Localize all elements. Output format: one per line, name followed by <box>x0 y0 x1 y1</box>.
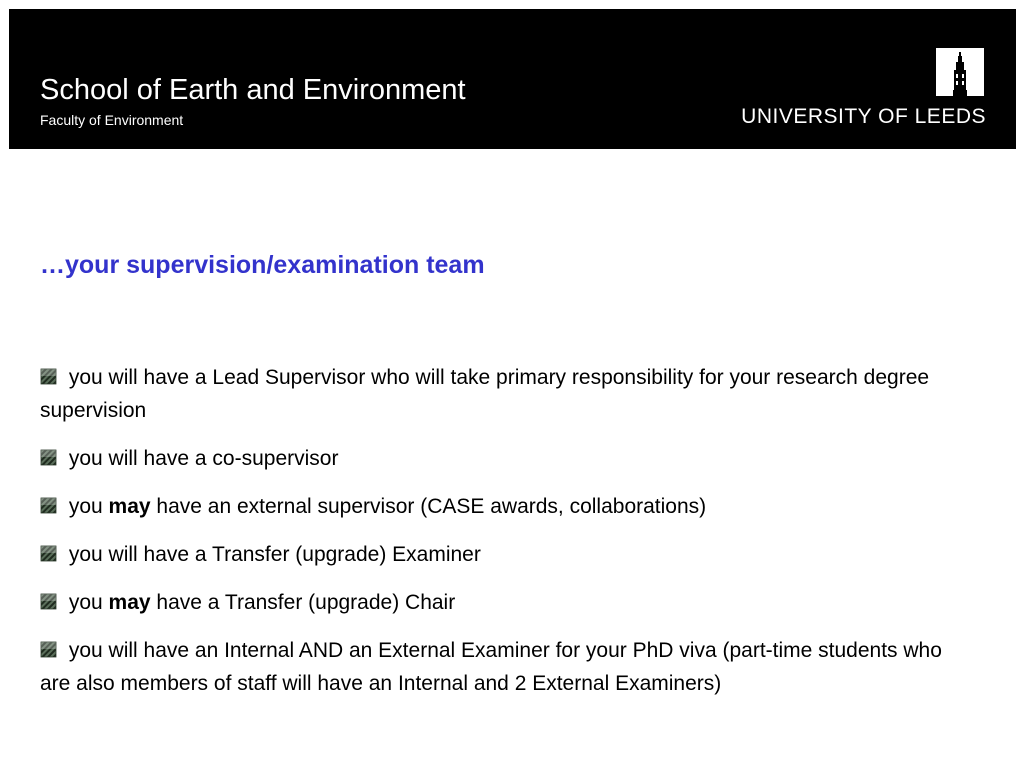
parkinson-tower-logo-icon <box>936 48 984 96</box>
slide-header <box>9 9 1016 149</box>
list-item <box>40 634 970 700</box>
list-item <box>40 442 970 475</box>
bullet-emphasis: may <box>108 495 151 518</box>
list-item <box>40 490 970 523</box>
textured-square-bullet-icon <box>40 641 57 658</box>
textured-square-bullet-icon <box>40 497 57 514</box>
bullet-text-prefix: you <box>63 591 109 614</box>
university-name: UNIVERSITY OF LEEDS <box>741 105 986 128</box>
bullet-text-prefix: you <box>63 495 109 518</box>
school-title: School of Earth and Environment <box>40 74 466 106</box>
textured-square-bullet-icon <box>40 449 57 466</box>
bullet-text: you will have a co-supervisor <box>63 447 339 470</box>
bullet-list <box>40 361 970 715</box>
bullet-emphasis: may <box>108 591 151 614</box>
list-item <box>40 538 970 571</box>
list-item <box>40 361 970 427</box>
slide-heading: …your supervision/examination team <box>40 251 485 279</box>
bullet-text-suffix: have an external supervisor (CASE awards, collaborations) <box>150 495 707 518</box>
textured-square-bullet-icon <box>40 368 57 385</box>
textured-square-bullet-icon <box>40 545 57 562</box>
bullet-text: you will have an Internal AND an External Examiner for your PhD viva (part-time students who are also members of staff will have an Internal and 2 External Examiners) <box>40 639 942 695</box>
faculty-subtitle: Faculty of Environment <box>40 112 184 128</box>
bullet-text-suffix: have a Transfer (upgrade) Chair <box>150 591 456 614</box>
bullet-text: you will have a Lead Supervisor who will take primary responsibility for your research degree supervision <box>40 366 930 422</box>
bullet-text: you will have a Transfer (upgrade) Examiner <box>63 543 481 566</box>
textured-square-bullet-icon <box>40 593 57 610</box>
list-item <box>40 586 970 619</box>
